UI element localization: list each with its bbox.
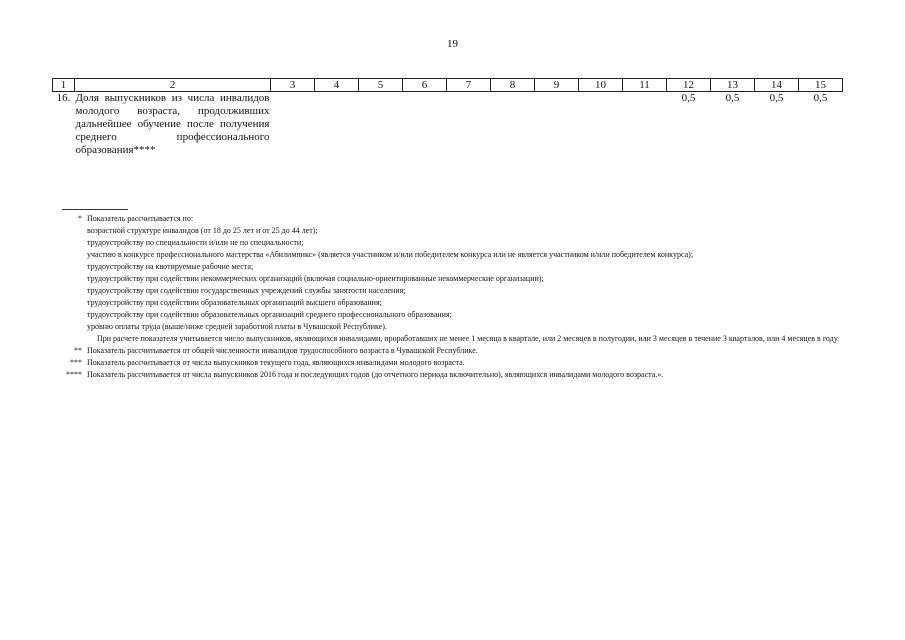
footnote-text: Показатель рассчитывается от числа выпускников 2016 года и последующих годов (до отчетного периода включительно), являющихся инвалидами молодого возраста.». [87,370,664,379]
value-cell: 0,5 [725,92,740,104]
value-cell [359,92,403,158]
header-cell: 10 [579,79,623,92]
header-cell: 1 [53,79,75,92]
header-cell: 4 [315,79,359,92]
footnote-text: Показатель рассчитывается от общей численности инвалидов трудоспособного возраста в Чувашской Республике. [87,346,478,355]
footnote-line: трудоустройству по специальности и/или не по специальности; [87,238,304,247]
value-cell: 0,5 [681,92,696,104]
header-cell: 7 [447,79,491,92]
header-cell: 2 [75,79,271,92]
footnote-mark: ** [74,346,82,355]
footnote-line: трудоустройству при содействии образовательных организаций высшего образования; [87,298,382,307]
header-cell: 9 [535,79,579,92]
table-row [53,92,843,158]
page-number: 19 [447,38,458,50]
indicator-table [52,78,843,157]
header-cell: 8 [491,79,535,92]
value-cell: 0,5 [813,92,828,104]
value-cell [491,92,535,158]
value-cell [315,92,359,158]
footnote-2 [60,345,850,357]
header-cell: 12 [667,79,711,92]
header-cell: 15 [799,79,843,92]
footnote-text [87,213,850,345]
footnote-line: трудоустройству при содействии некоммерческих организаций (включая социально-ориентированные некоммерческие организации); [87,274,544,283]
footnote-line: трудоустройству при содействии образовательных организаций среднего профессионального образования; [87,310,452,319]
value-cell [623,92,667,158]
value-cell [535,92,579,158]
footnote-mark: **** [66,370,82,379]
row-number: 16. [56,92,71,104]
footnote-1 [60,213,850,345]
footnote-line: При расчете показателя учитывается число выпускников, являющихся инвалидами, проработавших не менее 1 месяца в квартале, или 2 месяцев в полугодии, или 3 месяцев в течение 3 кварталов, или 4 месяцев в году. [97,334,839,343]
value-cell [403,92,447,158]
footnote-line: участию в конкурсе профессионального мастерства «Абилимпикс» (является участником и/или победителем конкурса или не является участником и/или победителем конкурса); [87,250,694,259]
value-cell [579,92,623,158]
header-cell: 3 [271,79,315,92]
footnote-line: Показатель рассчитывается по: [87,214,194,223]
header-cell: 14 [755,79,799,92]
header-cell: 6 [403,79,447,92]
footnote-mark: *** [70,358,82,367]
footnote-line: трудоустройству на квотируемые рабочие места; [87,262,254,271]
header-cell: 13 [711,79,755,92]
footnote-line: возрастной структуре инвалидов (от 18 до 25 лет и от 25 до 44 лет); [87,226,318,235]
footnote-4 [60,369,850,381]
value-cell: 0,5 [769,92,784,104]
footnote-line: уровню оплаты труда (выше/ниже средней заработной платы в Чувашской Республике). [87,322,387,331]
header-row [53,79,843,92]
footnote-divider [62,209,128,210]
value-cell [447,92,491,158]
footnote-line: трудоустройству при содействии государственных учреждений службы занятости населения; [87,286,406,295]
header-cell: 5 [359,79,403,92]
row-description: Доля выпускников из числа инвалидов молодого возраста, продолживших дальнейшее обучение после получения среднего профессионального образования**** [75,92,270,156]
header-cell: 11 [623,79,667,92]
footnote-3 [60,357,850,369]
footnotes [60,213,850,381]
footnote-text: Показатель рассчитывается от числа выпускников текущего года, являющихся инвалидами молодого возраста. [87,358,465,367]
value-cell [271,92,315,158]
footnote-mark: * [78,214,82,223]
